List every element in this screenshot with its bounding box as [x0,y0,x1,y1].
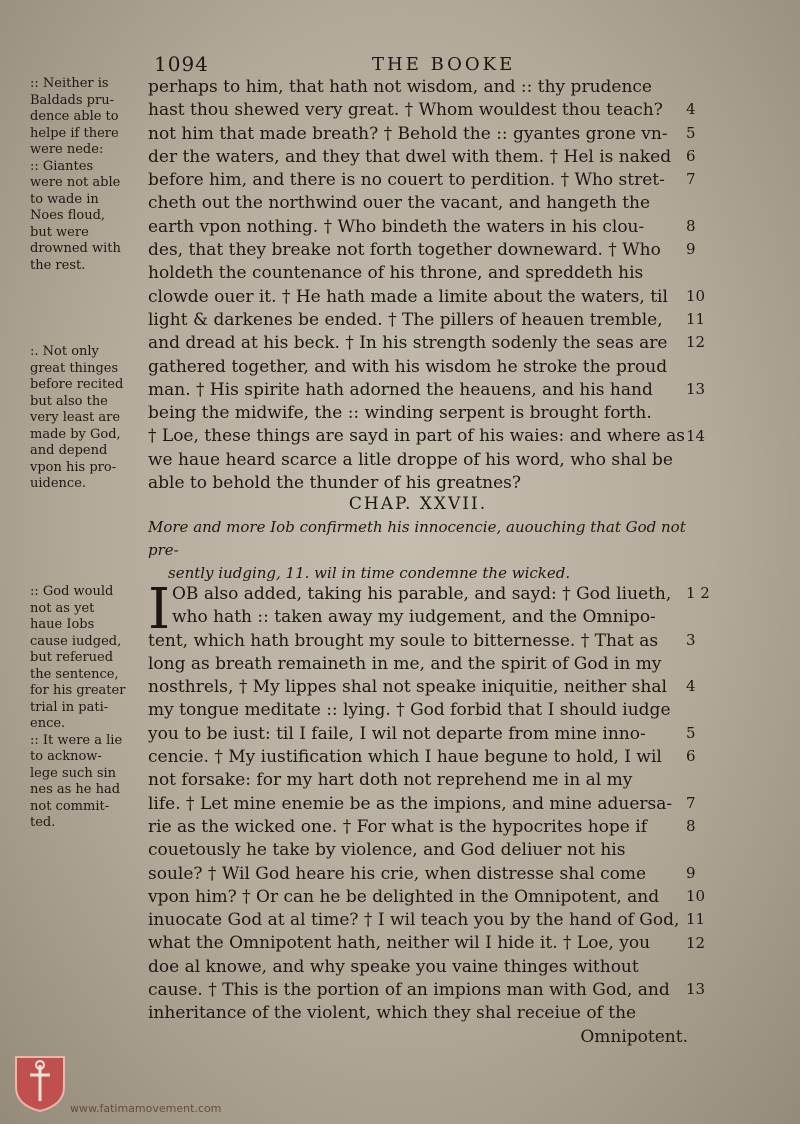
verse-number: 8 [686,216,696,235]
verse-number: 6 [686,747,696,766]
margin-note-line: and depend [30,443,108,458]
drop-cap: I [148,577,171,642]
verse-number: 7 [686,793,696,812]
text-line: Omnipotent. [580,1026,688,1047]
margin-note-line: :: God would [30,584,114,599]
text-line: holdeth the countenance of his throne, and spreddeth his [148,263,644,284]
text-line: tent, which hath brought my soule to bitternesse. † That as [148,630,659,651]
margin-note-line: were nede: [30,142,104,157]
running-title: THE BOOKE [372,54,516,75]
text-line: cheth out the northwind ouer the vacant, and hangeth the [148,193,651,214]
text-line: able to behold the thunder of his greatnes? [148,473,521,494]
margin-note-line: not as yet [30,600,95,616]
chapter-26-text [148,76,688,495]
page-number: 1094 [154,52,209,76]
text-line: who hath :: taken away my iudgement, and the Omnipo- [172,607,656,628]
summary-line: More and more Iob confirmeth his innocencie, auouching that God not pre- [148,518,686,559]
text-line: couetously he take by violence, and God deliuer not his [148,840,626,861]
text-line: light & darkenes be ended. † The pillers of heauen tremble, [148,309,663,330]
margin-notes-middle [30,344,142,493]
margin-notes-top [30,76,142,274]
text-line: before him, and there is no couert to perdition. † Who stret- [148,170,665,191]
text-line: clowde ouer it. † He hath made a limite about the waters, til [148,286,668,307]
papal-seal-icon [12,1053,68,1113]
page-header [0,52,800,78]
text-line: soule? † Wil God heare his crie, when distresse shal come [148,863,647,884]
text-line: what the Omnipotent hath, neither wil I hide it. † Loe, you [148,933,651,954]
margin-note-line: nes as he had [30,782,121,797]
chapter-summary [148,516,718,585]
margin-note-line: ence. [30,716,66,731]
text-line: des, that they breake not forth together downeward. † Who [148,240,661,261]
verse-number: 10 [686,886,706,905]
text-line: inuocate God at al time? † I wil teach you by the hand of God, [148,910,680,931]
margin-note-line: to wade in [30,191,99,207]
text-line: hast thou shewed very great. † Whom wouldest thou teach? [148,100,663,121]
verse-number: 9 [686,863,696,882]
text-line: you to be iust: til I faile, I wil not departe from mine inno- [148,723,646,744]
margin-note-line: :: Neither is [30,76,109,91]
text-line: man. † His spirite hath adorned the heauens, and his hand [148,379,653,400]
text-line: gathered together, and with his wisdom he stroke the proud [148,356,668,377]
text-line: † Loe, these things are sayd in part of his waies: and where as [148,426,686,447]
margin-note-line: Noes floud, [30,208,106,223]
text-line: and dread at his beck. † In his strength sodenly the seas are [148,333,668,354]
text-line: long as breath remaineth in me, and the spirit of God in my [148,653,662,674]
text-line: not him that made breath? † Behold the :: gyantes grone vn- [148,123,668,144]
margin-note-line: but were [30,224,89,240]
text-line: rie as the wicked one. † For what is the hypocrites hope if [148,816,647,837]
margin-note-line: :: It were a lie [30,732,123,748]
text-line: inheritance of the violent, which they shal receiue of the [148,1003,637,1024]
verse-number: 6 [686,146,696,165]
margin-note-line: great thinges [30,360,119,376]
margin-note-line: uidence. [30,476,87,491]
margin-note-line: haue Iobs [30,617,95,632]
margin-note-line: the sentence, [30,666,119,682]
verse-number: 4 [686,100,696,119]
margin-note-line: lege such sin [30,765,117,781]
margin-note-line: vpon his pro- [30,459,117,475]
margin-note-line: dence able to [30,109,119,124]
text-line: life. † Let mine enemie be as the impions, and mine aduersa- [148,793,673,814]
verse-number: 11 [686,310,706,328]
text-line: not forsake: for my hart doth not reprehend me in al my [148,770,633,791]
margin-note-line: Baldads pru- [30,92,114,108]
text-line: OB also added, taking his parable, and sayd: † God liueth, [172,584,672,604]
verse-number: 5 [686,123,696,142]
margin-note-line: made by God, [30,426,121,442]
text-line: earth vpon nothing. † Who bindeth the waters in his clou- [148,216,645,237]
text-line: being the midwife, the :: winding serpent is brought forth. [148,403,652,424]
verse-number: 10 [686,286,706,305]
text-line: nosthrels, † My lippes shal not speake iniquitie, neither shal [148,677,667,698]
text-line: perhaps to him, that hath not wisdom, and :: thy prudence [148,77,652,97]
footer-url: www.fatimamovement.com [70,1102,222,1115]
verse-number: 7 [686,170,696,189]
margin-note-line: but also the [30,393,108,409]
text-line: cause. † This is the portion of an impions man with God, and [148,980,670,1001]
margin-note-line: were not able [30,175,121,190]
margin-note-line: for his greater [30,683,126,698]
text-line: vpon him? † Or can he be delighted in the Omnipotent, and [148,886,660,907]
margin-note-line: ted. [30,815,56,830]
verse-number: 3 [686,630,696,649]
text-line: cencie. † My iustification which I haue begune to hold, I wil [148,747,662,768]
verse-number: 8 [686,817,696,835]
margin-note-line: the rest. [30,257,86,273]
margin-note-line: but referued [30,650,114,665]
text-line: my tongue meditate :: lying. † God forbid that I should iudge [148,700,671,721]
margin-note-line: trial in pati- [30,699,109,715]
margin-note-line: to acknow- [30,749,102,764]
margin-note-line: :. Not only [30,344,99,359]
summary-line: sently iudging, 11. wil in time condemne the wicked. [168,564,571,582]
text-line: we haue heard scarce a litle droppe of his word, who shal be [148,449,673,470]
verse-number: 12 [686,933,706,952]
verse-number: 13 [686,980,706,999]
margin-note-line: before recited [30,377,124,392]
verse-number: 5 [686,723,696,742]
verse-number: 4 [686,677,696,696]
margin-notes-bottom [30,584,142,832]
chapter-heading: CHAP. XXVII. [348,494,488,514]
margin-note-line: not commit- [30,798,110,814]
margin-note-line: helpe if there [30,125,119,141]
margin-note-line: :: Giantes [30,158,94,174]
text-line: doe al knowe, and why speake you vaine thinges without [148,956,639,977]
margin-note-line: drowned with [30,241,121,256]
verse-number: 9 [686,240,696,259]
verse-number: 11 [686,910,706,929]
margin-note-line: very least are [30,410,121,425]
verse-number: 13 [686,379,706,398]
chapter-27-text [148,577,688,1049]
text-line: der the waters, and they that dwel with them. † Hel is naked [148,146,672,167]
verse-number: 1 2 [686,584,710,602]
verse-number: 12 [686,333,706,352]
verse-number: 14 [686,426,706,445]
margin-note-line: cause iudged, [30,633,122,649]
